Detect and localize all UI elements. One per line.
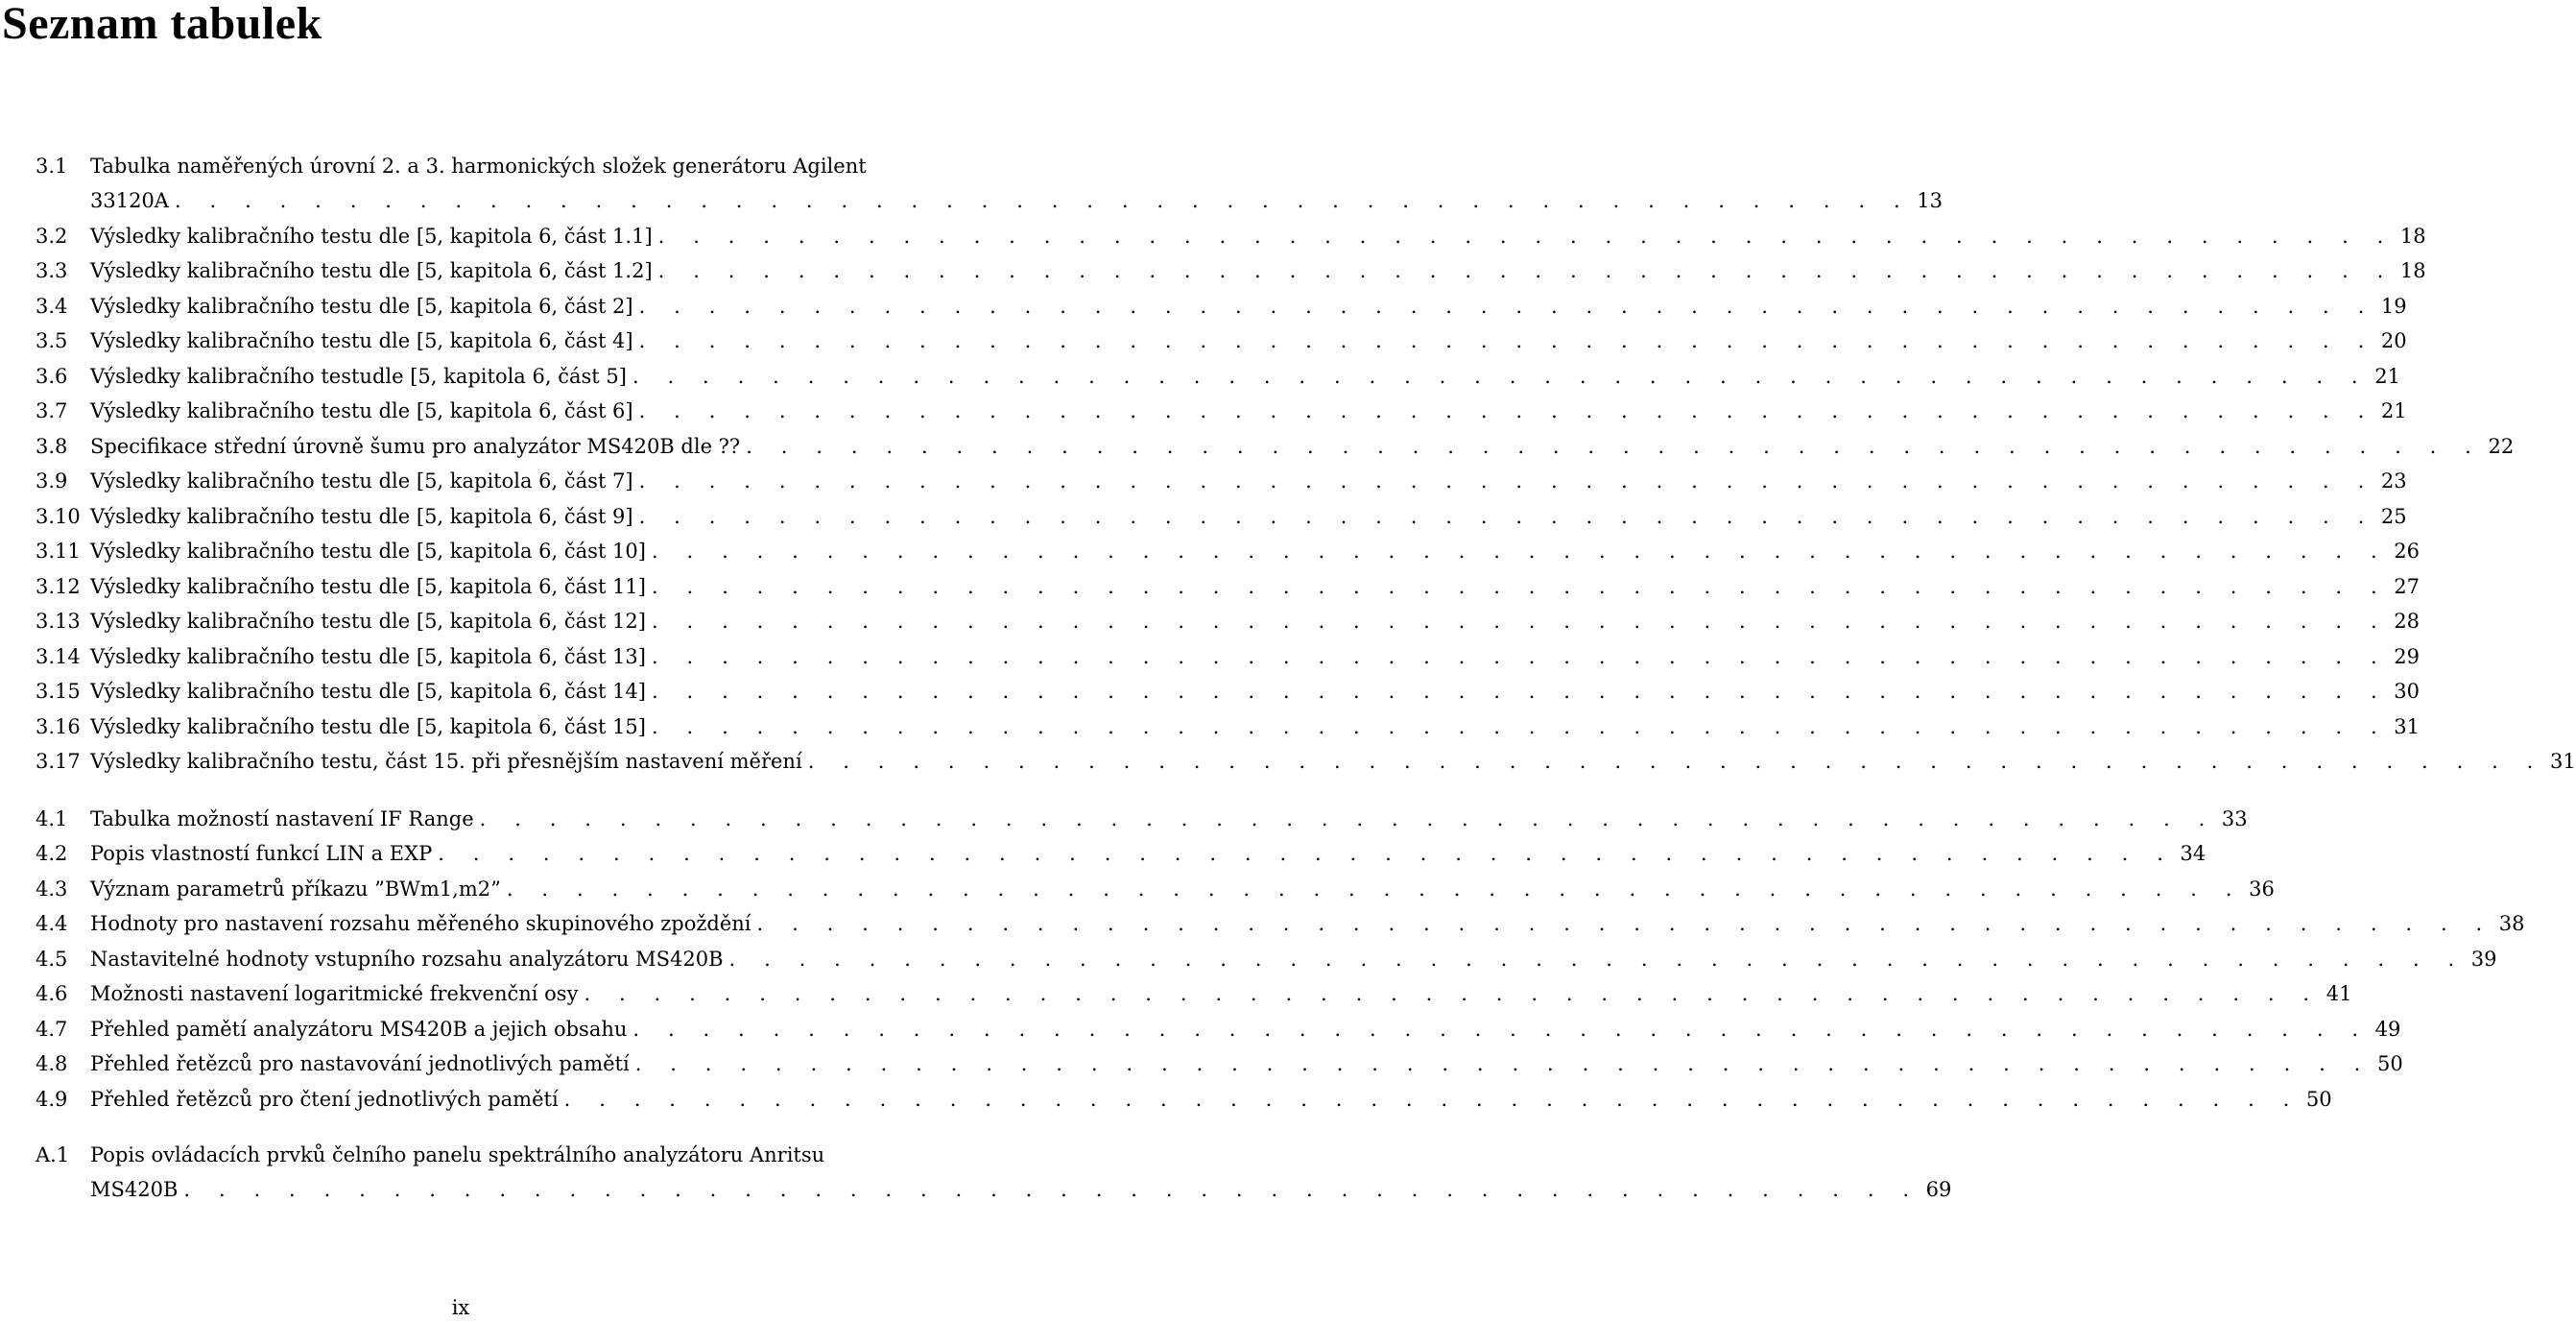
dot-leader: . . . . . . . . . . . . . . . . . . . . . . . . . . . . . . . . . . . . . . . . . . . . . . . . . . (657, 259, 2395, 282)
entry-page: 23 (2380, 469, 2407, 493)
entry-number: 3.10 (36, 505, 81, 528)
dot-leader: . . . . . . . . . . . . . . . . . . . . . . . . . . . . . . . . . . . . . . . . . . . . . . . . . . (807, 750, 2544, 773)
entry-number: 3.16 (36, 715, 81, 738)
entry-title: Popis ovládacích prvků čelního panelu spektrálního analyzátoru Anritsu (90, 1143, 825, 1166)
entry-title: Hodnoty pro nastavení rozsahu měřeného skupinového zpoždění (90, 912, 751, 935)
entry-title: Výsledky kalibračního testu dle [5, kapitola 6, část 15] (90, 715, 646, 738)
entry-page: 31 (2549, 750, 2576, 773)
dot-leader: . . . . . . . . . . . . . . . . . . . . . . . . . . . . . . . . . . . . . . . . . . . . . . . . . . (632, 1018, 2370, 1041)
entry-page: 27 (2394, 575, 2420, 598)
entry-number: 4.2 (36, 842, 68, 865)
entry-title: Specifikace střední úrovně šumu pro analyzátor MS420B dle ?? (90, 435, 741, 458)
page-title: Seznam tabulek (2, 0, 322, 49)
entry-number: 3.5 (36, 329, 68, 352)
entry-title: Výsledky kalibračního testudle [5, kapitola 6, část 5] (90, 365, 627, 388)
entry-title: Výsledky kalibračního testu dle [5, kapitola 6, část 11] (90, 575, 646, 598)
dot-leader: . . . . . . . . . . . . . . . . . . . . . . . . . . . . . . . . . . . . . . . . . . . . . . . . . . (746, 435, 2483, 458)
entry-title: Výsledky kalibračního testu dle [5, kapitola 6, část 4] (90, 329, 633, 352)
dot-leader: . . . . . . . . . . . . . . . . . . . . . . . . . . . . . . . . . . . . . . . . . . . . . . . . . . (638, 505, 2375, 528)
entry-number: 4.3 (36, 877, 68, 901)
entry-number: 3.17 (36, 750, 81, 773)
dot-leader: . . . . . . . . . . . . . . . . . . . . . . . . . . . . . . . . . . . . . . . . . . . . . . . . . . (479, 807, 2216, 830)
dot-leader: . . . . . . . . . . . . . . . . . . . . . . . . . . . . . . . . . . . . . . . . . . . . . . . . . . (638, 399, 2375, 422)
entry-number: 3.2 (36, 225, 68, 248)
dot-leader: . . . . . . . . . . . . . . . . . . . . . . . . . . . . . . . . . . . . . . . . . . . . . . . . . . (183, 1178, 1920, 1201)
entry-page: 33 (2221, 807, 2248, 830)
entry-title: Možnosti nastavení logaritmické frekvenční osy (90, 982, 579, 1005)
dot-leader: . . . . . . . . . . . . . . . . . . . . . . . . . . . . . . . . . . . . . . . . . . . . . . . . . . (651, 645, 2389, 668)
entry-title: Přehled řetězců pro čtení jednotlivých pamětí (90, 1088, 559, 1111)
entry-number: 3.1 (36, 155, 68, 178)
dot-leader: . . . . . . . . . . . . . . . . . . . . . . . . . . . . . . . . . . . . . . . . . . . . . . . . . . (651, 540, 2389, 563)
dot-leader: . . . . . . . . . . . . . . . . . . . . . . . . . . . . . . . . . . . . . . . . . . . . . . . . . . (638, 469, 2375, 493)
entry-number: 3.9 (36, 469, 68, 493)
entry-page: 36 (2249, 877, 2275, 901)
entry-page: 34 (2180, 842, 2206, 865)
dot-leader: . . . . . . . . . . . . . . . . . . . . . . . . . . . . . . . . . . . . . . . . . . . . . . . . . . (438, 842, 2175, 865)
entry-title-continued: MS420B (90, 1178, 179, 1201)
dot-leader: . . . . . . . . . . . . . . . . . . . . . . . . . . . . . . . . . . . . . . . . . . . . . . . . . . (638, 295, 2375, 318)
entry-number: 3.3 (36, 259, 68, 282)
entry-page: 39 (2470, 948, 2497, 971)
entry-page: 50 (2376, 1052, 2403, 1075)
dot-leader: . . . . . . . . . . . . . . . . . . . . . . . . . . . . . . . . . . . . . . . . . . . . . . . . . . (174, 189, 1912, 212)
dot-leader: . . . . . . . . . . . . . . . . . . . . . . . . . . . . . . . . . . . . . . . . . . . . . . . . . . (506, 877, 2244, 901)
entry-page: 26 (2394, 540, 2420, 563)
entry-number: 4.6 (36, 982, 68, 1005)
page-number: ix (451, 1296, 470, 1319)
entry-number: 3.13 (36, 610, 81, 633)
entry-number: 4.5 (36, 948, 68, 971)
dot-leader: . . . . . . . . . . . . . . . . . . . . . . . . . . . . . . . . . . . . . . . . . . . . . . . . . . (563, 1088, 2301, 1111)
entry-page: 19 (2380, 295, 2407, 318)
entry-number: 3.8 (36, 435, 68, 458)
entry-title: Tabulka možností nastavení IF Range (90, 807, 474, 830)
entry-page: 50 (2305, 1088, 2332, 1111)
entry-number: 4.9 (36, 1088, 68, 1111)
entry-title: Tabulka naměřených úrovní 2. a 3. harmonických složek generátoru Agilent (90, 155, 867, 178)
entry-title: Výsledky kalibračního testu dle [5, kapitola 6, část 10] (90, 540, 646, 563)
entry-title: Výsledky kalibračního testu dle [5, kapitola 6, část 14] (90, 680, 646, 703)
dot-leader: . . . . . . . . . . . . . . . . . . . . . . . . . . . . . . . . . . . . . . . . . . . . . . . . . . (728, 948, 2466, 971)
entry-title: Výsledky kalibračního testu dle [5, kapitola 6, část 1.2] (90, 259, 653, 282)
entry-number: 3.15 (36, 680, 81, 703)
entry-page: 31 (2394, 715, 2420, 738)
entry-page: 13 (1917, 189, 1943, 212)
entry-title: Výsledky kalibračního testu dle [5, kapitola 6, část 2] (90, 295, 633, 318)
entry-page: 28 (2394, 610, 2420, 633)
entry-title: Nastavitelné hodnoty vstupního rozsahu analyzátoru MS420B (90, 948, 724, 971)
entry-number: 3.7 (36, 399, 68, 422)
entry-title: Popis vlastností funkcí LIN a EXP (90, 842, 433, 865)
entry-number: 3.14 (36, 645, 81, 668)
entry-number: 4.7 (36, 1018, 68, 1041)
entry-page: 18 (2399, 225, 2426, 248)
entry-number: 3.12 (36, 575, 81, 598)
entry-title: Význam parametrů příkazu ”BWm1,m2” (90, 877, 501, 901)
entry-number: A.1 (36, 1143, 70, 1166)
entry-title: Výsledky kalibračního testu dle [5, kapitola 6, část 13] (90, 645, 646, 668)
dot-leader: . . . . . . . . . . . . . . . . . . . . . . . . . . . . . . . . . . . . . . . . . . . . . . . . . . (634, 1052, 2372, 1075)
entry-number: 4.4 (36, 912, 68, 935)
entry-page: 20 (2380, 329, 2407, 352)
entry-page: 21 (2380, 399, 2407, 422)
entry-title: Výsledky kalibračního testu dle [5, kapitola 6, část 6] (90, 399, 633, 422)
entry-page: 69 (1925, 1178, 1952, 1201)
entry-page: 21 (2374, 365, 2400, 388)
entry-page: 25 (2380, 505, 2407, 528)
dot-leader: . . . . . . . . . . . . . . . . . . . . . . . . . . . . . . . . . . . . . . . . . . . . . . . . . . (632, 365, 2370, 388)
dot-leader: . . . . . . . . . . . . . . . . . . . . . . . . . . . . . . . . . . . . . . . . . . . . . . . . . . (584, 982, 2321, 1005)
entry-page: 22 (2488, 435, 2515, 458)
entry-number: 4.1 (36, 807, 68, 830)
entry-page: 38 (2498, 912, 2525, 935)
entry-title: Výsledky kalibračního testu dle [5, kapitola 6, část 1.1] (90, 225, 653, 248)
entry-title-continued: 33120A (90, 189, 169, 212)
dot-leader: . . . . . . . . . . . . . . . . . . . . . . . . . . . . . . . . . . . . . . . . . . . . . . . . . . (651, 610, 2389, 633)
entry-number: 3.11 (36, 540, 81, 563)
entry-page: 30 (2394, 680, 2420, 703)
entry-page: 41 (2326, 982, 2352, 1005)
dot-leader: . . . . . . . . . . . . . . . . . . . . . . . . . . . . . . . . . . . . . . . . . . . . . . . . . . (657, 225, 2395, 248)
dot-leader: . . . . . . . . . . . . . . . . . . . . . . . . . . . . . . . . . . . . . . . . . . . . . . . . . . (638, 329, 2375, 352)
entry-title: Přehled řetězců pro nastavování jednotlivých pamětí (90, 1052, 630, 1075)
entry-title: Výsledky kalibračního testu dle [5, kapitola 6, část 12] (90, 610, 646, 633)
entry-number: 3.6 (36, 365, 68, 388)
dot-leader: . . . . . . . . . . . . . . . . . . . . . . . . . . . . . . . . . . . . . . . . . . . . . . . . . . (651, 575, 2389, 598)
entry-title: Výsledky kalibračního testu dle [5, kapitola 6, část 9] (90, 505, 633, 528)
entry-page: 18 (2399, 259, 2426, 282)
entry-page: 49 (2374, 1018, 2401, 1041)
entry-title: Přehled pamětí analyzátoru MS420B a jejich obsahu (90, 1018, 628, 1041)
entry-title: Výsledky kalibračního testu, část 15. při přesnějším nastavení měření (90, 750, 802, 773)
entry-title: Výsledky kalibračního testu dle [5, kapitola 6, část 7] (90, 469, 633, 493)
entry-page: 29 (2394, 645, 2420, 668)
dot-leader: . . . . . . . . . . . . . . . . . . . . . . . . . . . . . . . . . . . . . . . . . . . . . . . . . . (756, 912, 2493, 935)
dot-leader: . . . . . . . . . . . . . . . . . . . . . . . . . . . . . . . . . . . . . . . . . . . . . . . . . . (651, 680, 2389, 703)
dot-leader: . . . . . . . . . . . . . . . . . . . . . . . . . . . . . . . . . . . . . . . . . . . . . . . . . . (651, 715, 2389, 738)
entry-number: 3.4 (36, 295, 68, 318)
entry-number: 4.8 (36, 1052, 68, 1075)
